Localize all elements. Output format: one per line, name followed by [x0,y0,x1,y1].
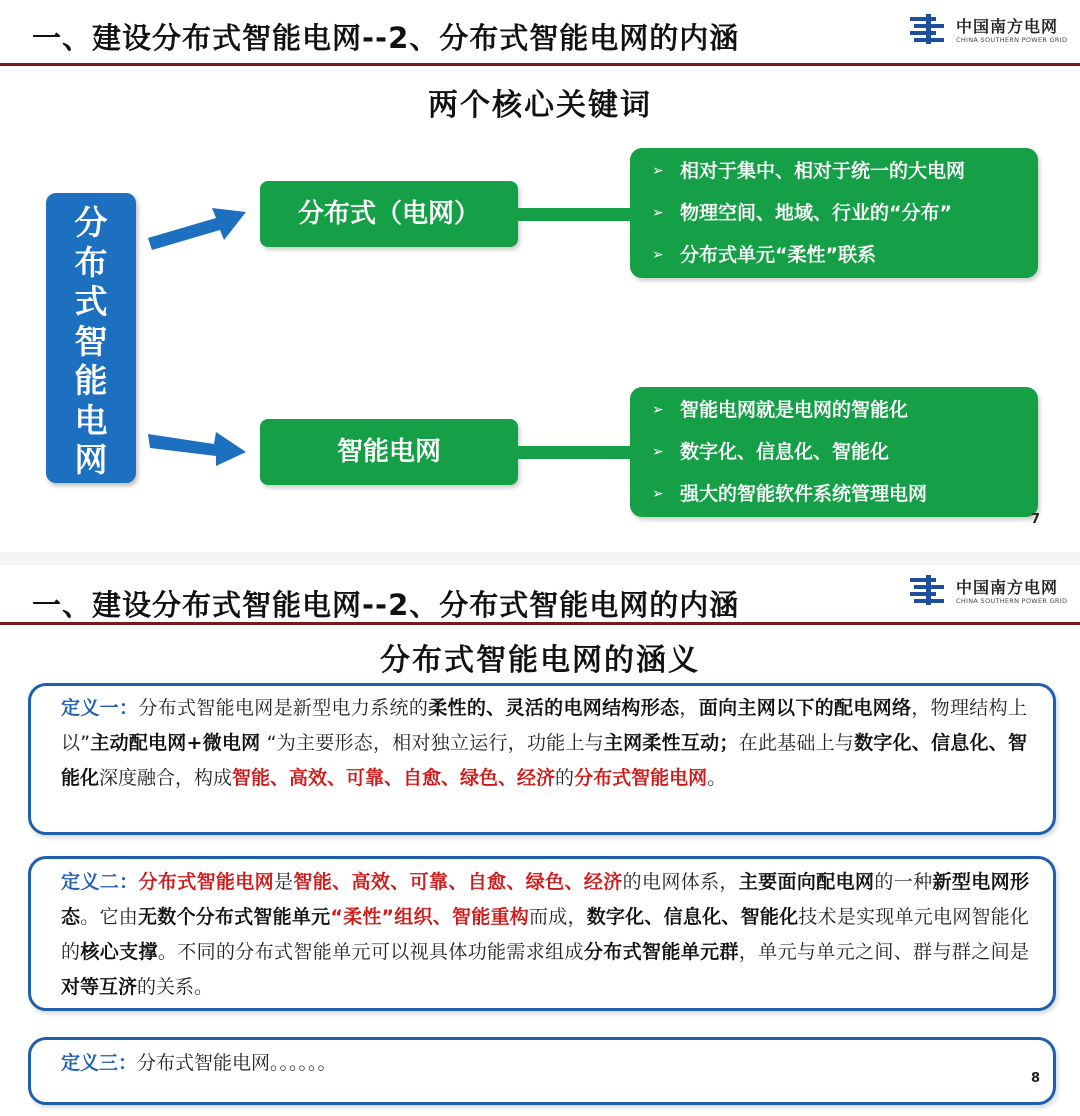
logo-text-cn: 中国南方电网 [956,17,1059,36]
company-logo [910,12,1078,52]
logo-text-en: CHINA SOUTHERN POWER GRID [956,597,1068,605]
definition-3-text: 定义三：分布式智能电网。。。。。。 [61,1052,337,1074]
page-number: 8 [1030,1071,1040,1086]
bullet-arrow-icon: ➢ [652,247,664,263]
keyword-distributed-label: 分布式（电网） [297,199,480,229]
company-logo [910,573,1078,613]
slide-separator [0,552,1080,565]
vertical-keyword-box [46,193,136,483]
definition-1-text: 定义一：分布式智能电网是新型电力系统的柔性的、灵活的电网结构形态，面向主网以下的配电网络，物理结构上以”主动配电网+微电网 “为主要形态，相对独立运行，功能上与主网柔性互动；在此基础上与数字化、信息化、智能化深度融合，构成智能、高效、可靠、自愈、绿色、经济的分布式智能电网。 [61,697,1027,789]
arrow-right-up-icon [146,200,248,255]
bullet-item: ➢ 物理空间、地域、行业的“分布” [630,192,1038,234]
bullet-arrow-icon: ➢ [652,486,664,502]
bullet-item: ➢ 相对于集中、相对于统一的大电网 [630,150,1038,192]
bullet-item: ➢ 数字化、信息化、智能化 [630,431,1038,473]
definition-2-box [28,856,1056,1011]
arrow-right-icon [146,420,248,470]
slide-subtitle: 两个核心关键词 [428,88,652,123]
definition-2-label: 定义二： [61,871,139,893]
keyword-smartgrid-box [260,419,518,485]
logo-text-en: CHINA SOUTHERN POWER GRID [956,36,1068,44]
title-divider [0,63,1080,66]
keyword-distributed-box [260,181,518,247]
definition-3-label: 定义三： [61,1052,138,1074]
bullet-arrow-icon: ➢ [652,444,664,460]
keyword-smartgrid-details [630,387,1038,517]
vertical-keyword-text: 分布式智能电网 [74,203,108,479]
definition-1-box [28,683,1056,835]
slide-title: 一、建设分布式智能电网--2、分布式智能电网的内涵 [32,21,740,55]
slide-1 [0,0,1080,552]
keyword-distributed-details [630,148,1038,278]
title-divider [0,622,1080,625]
definition-2-text: 定义二：分布式智能电网是智能、高效、可靠、自愈、绿色、经济的电网体系，主要面向配电网的一种新型电网形态。它由无数个分布式智能单元“柔性”组织、智能重构而成，数字化、信息化、智能化技术是实现单元电网智能化的核心支撑。不同的分布式智能单元可以视具体功能需求组成分布式智能单元群，单元与单元之间、群与群之间是对等互济的关系。 [61,871,1029,998]
definition-1-label: 定义一： [61,697,139,719]
definition-3-box [28,1037,1056,1105]
connector-line [518,446,634,459]
keyword-smartgrid-label: 智能电网 [336,437,441,467]
csg-logo-icon [910,575,950,605]
connector-line [518,208,634,221]
bullet-item: ➢ 智能电网就是电网的智能化 [630,389,1038,431]
page-number: 7 [1030,512,1040,527]
bullet-item: ➢ 强大的智能软件系统管理电网 [630,473,1038,515]
bullet-arrow-icon: ➢ [652,205,664,221]
slide-title: 一、建设分布式智能电网--2、分布式智能电网的内涵 [32,588,740,622]
bullet-arrow-icon: ➢ [652,402,664,418]
slide-2 [0,565,1080,1116]
bullet-item: ➢ 分布式单元“柔性”联系 [630,234,1038,276]
slide-subtitle: 分布式智能电网的涵义 [380,643,700,678]
csg-logo-icon [910,14,950,44]
bullet-arrow-icon: ➢ [652,163,664,179]
logo-text-cn: 中国南方电网 [956,578,1059,597]
